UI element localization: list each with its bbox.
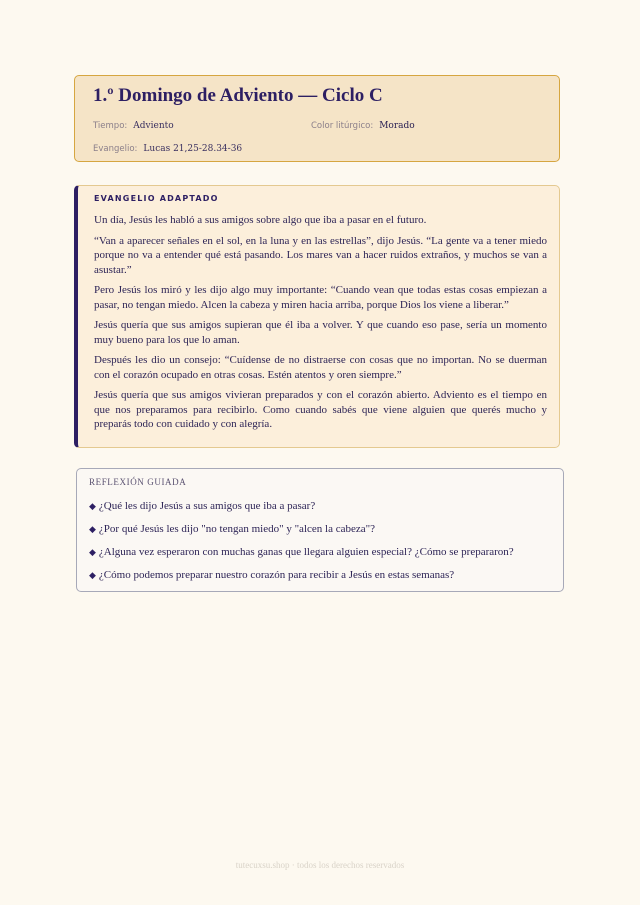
reflection-question [89,568,551,582]
liturgy-header-card [74,75,560,162]
evangelio-value: Lucas 21,25-28.34-36 [143,144,243,154]
tiempo-row [93,121,174,131]
reflection-section-title: REFLEXIÓN GUIADA [89,477,187,487]
diamond-bullet-icon: ◆ [89,524,96,534]
tiempo-label: Tiempo: [93,121,128,131]
question-text: ¿Alguna vez esperaron con muchas ganas que llegara alguien especial? ¿Cómo se prepararon? [98,546,514,558]
gospel-section-title: EVANGELIO ADAPTADO [94,194,219,203]
footer-copyright: tutecuxsu.shop · todos los derechos reservados [235,860,405,870]
color-value: Morado [379,121,415,131]
reflection-question [89,522,551,536]
question-text: ¿Qué les dijo Jesús a sus amigos que iba a pasar? [98,500,316,512]
diamond-bullet-icon: ◆ [89,501,96,511]
page-title: 1.º Domingo de Adviento — Ciclo C [93,85,383,106]
reflection-question [89,499,551,513]
gospel-paragraph: Un día, Jesús les habló a sus amigos sobre algo que iba a pasar en el futuro. [94,214,427,226]
evangelio-label: Evangelio: [93,144,138,154]
gospel-card [74,185,560,448]
question-text: ¿Cómo podemos preparar nuestro corazón para recibir a Jesús en estas semanas? [98,569,455,581]
evangelio-row [93,144,242,154]
gospel-paragraph: Después les dio un consejo: “Cuídense de no distraerse con cosas que no importan. No se duerman con el corazón ocupado en otras cosas. Estén atentos y oren siempre.” [94,354,547,381]
gospel-paragraph: “Van a aparecer señales en el sol, en la luna y en las estrellas”, dijo Jesús. “La gente va a tener miedo porque no va a entender qué está pasando. Los mares van a hacer ruidos extraños, y muchos se van a asustar.” [94,234,547,276]
color-label: Color litúrgico: [311,121,374,131]
reflection-card [76,468,564,592]
color-row [311,121,415,131]
reflection-question [89,545,551,559]
question-text: ¿Por qué Jesús les dijo "no tengan miedo" y "alcen la cabeza"? [98,523,375,535]
diamond-bullet-icon: ◆ [89,547,96,557]
gospel-paragraph: Jesús quería que sus amigos supieran que él iba a volver. Y que cuando eso pase, sería un momento muy bueno para los que lo aman. [94,319,547,346]
tiempo-value: Adviento [133,121,174,131]
diamond-bullet-icon: ◆ [89,570,96,580]
gospel-paragraph: Jesús quería que sus amigos vivieran preparados y con el corazón abierto. Adviento es el tiempo en que nos preparamos para recibirlo. Como cuando sabés que viene alguien que querés mucho y preparás todo con cuidado y con alegría. [94,389,547,430]
gospel-paragraph: Pero Jesús los miró y les dijo algo muy importante: “Cuando vean que todas estas cosas empiezan a pasar, no tengan miedo. Alcen la cabeza y miren hacia arriba, porque Dios los viene a liberar.” [94,284,547,311]
